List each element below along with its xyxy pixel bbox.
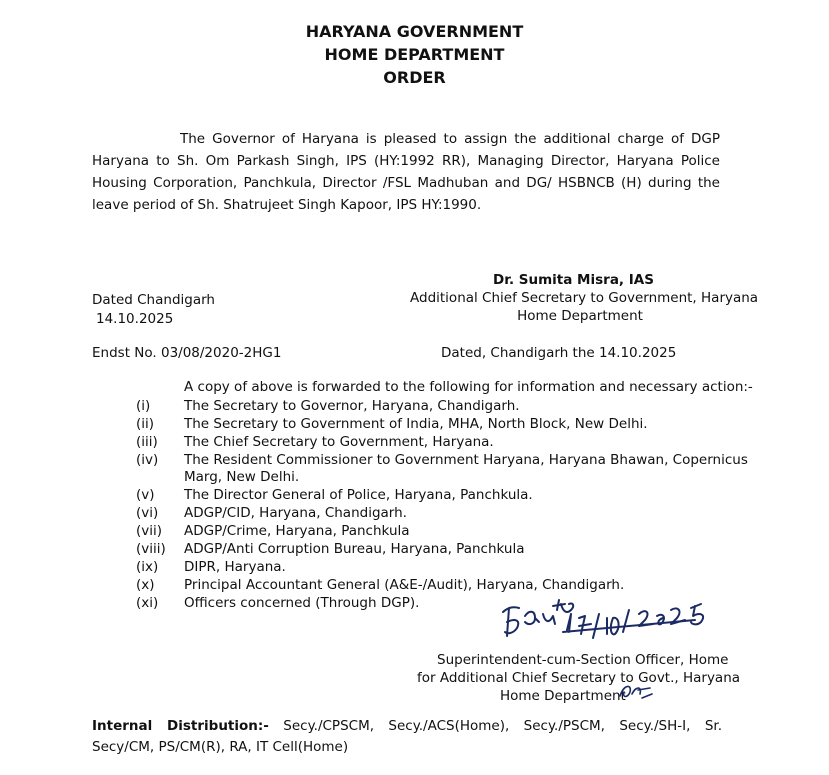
list-item: (iv) The Resident Commissioner to Government Haryana, Haryana Bhawan, Copernicus Marg, New Delhi. bbox=[136, 452, 748, 485]
recipient-list bbox=[136, 398, 756, 613]
list-item: (xi) Officers concerned (Through DGP). bbox=[136, 595, 420, 611]
internal-distribution bbox=[92, 716, 722, 758]
endst-number: Endst No. 03/08/2020-2HG1 bbox=[92, 345, 282, 361]
internal-distribution-text: Secy./CPSCM, Secy./ACS(Home), Secy./PSCM, Secy./SH-I, Sr. Secy/CM, PS/CM(R), RA, IT Cell(Home) bbox=[92, 718, 722, 755]
dated-date: 14.10.2025 bbox=[96, 311, 174, 327]
list-item: (vi) ADGP/CID, Haryana, Chandigarh. bbox=[136, 505, 407, 521]
signatory-designation: Additional Chief Secretary to Government, Haryana bbox=[410, 290, 759, 306]
endst-dated: Dated, Chandigarh the 14.10.2025 bbox=[441, 345, 677, 361]
signatory-department: Home Department bbox=[517, 308, 643, 324]
header-order-title: ORDER bbox=[383, 68, 446, 87]
list-item: (vii) ADGP/Crime, Haryana, Panchkula bbox=[136, 523, 410, 539]
list-item: (iii) The Chief Secretary to Government, Haryana. bbox=[136, 434, 494, 450]
superintendent-line2: for Additional Chief Secretary to Govt., Haryana bbox=[417, 670, 741, 686]
order-text: The Governor of Haryana is pleased to assign the additional charge of DGP Haryana to Sh. Om Parkash Singh, IPS (HY:1992 RR), Managing Director, Haryana Police Housing Corporation, Panchkula, Director /FSL Madhuban and DG/ HSBNCB (H) during the leave period of Sh. Shatrujeet Singh Kapoor, IPS HY:1990. bbox=[92, 131, 720, 213]
header-department: HOME DEPARTMENT bbox=[324, 45, 505, 64]
list-item: (v) The Director General of Police, Haryana, Panchkula. bbox=[136, 487, 533, 503]
order-body bbox=[92, 128, 720, 216]
initial-mark bbox=[616, 680, 656, 702]
list-item: (viii) ADGP/Anti Corruption Bureau, Haryana, Panchkula bbox=[136, 541, 525, 557]
list-item: (x) Principal Accountant General (A&E-/Audit), Haryana, Chandigarh. bbox=[136, 577, 625, 593]
list-item: (i) The Secretary to Governor, Haryana, Chandigarh. bbox=[136, 398, 520, 414]
internal-distribution-label: Internal Distribution:- bbox=[92, 718, 269, 734]
copy-intro: A copy of above is forwarded to the following for information and necessary action:- bbox=[184, 379, 753, 395]
signatory-name: Dr. Sumita Misra, IAS bbox=[493, 272, 654, 288]
handwritten-signature bbox=[495, 588, 725, 648]
list-item: (ii) The Secretary to Government of India, MHA, North Block, New Delhi. bbox=[136, 416, 648, 432]
header-government: HARYANA GOVERNMENT bbox=[305, 22, 524, 41]
superintendent-line3: Home Department bbox=[500, 688, 626, 704]
list-item: (ix) DIPR, Haryana. bbox=[136, 559, 286, 575]
dated-label: Dated Chandigarh bbox=[92, 292, 215, 308]
superintendent-line1: Superintendent-cum-Section Officer, Home bbox=[437, 652, 729, 668]
